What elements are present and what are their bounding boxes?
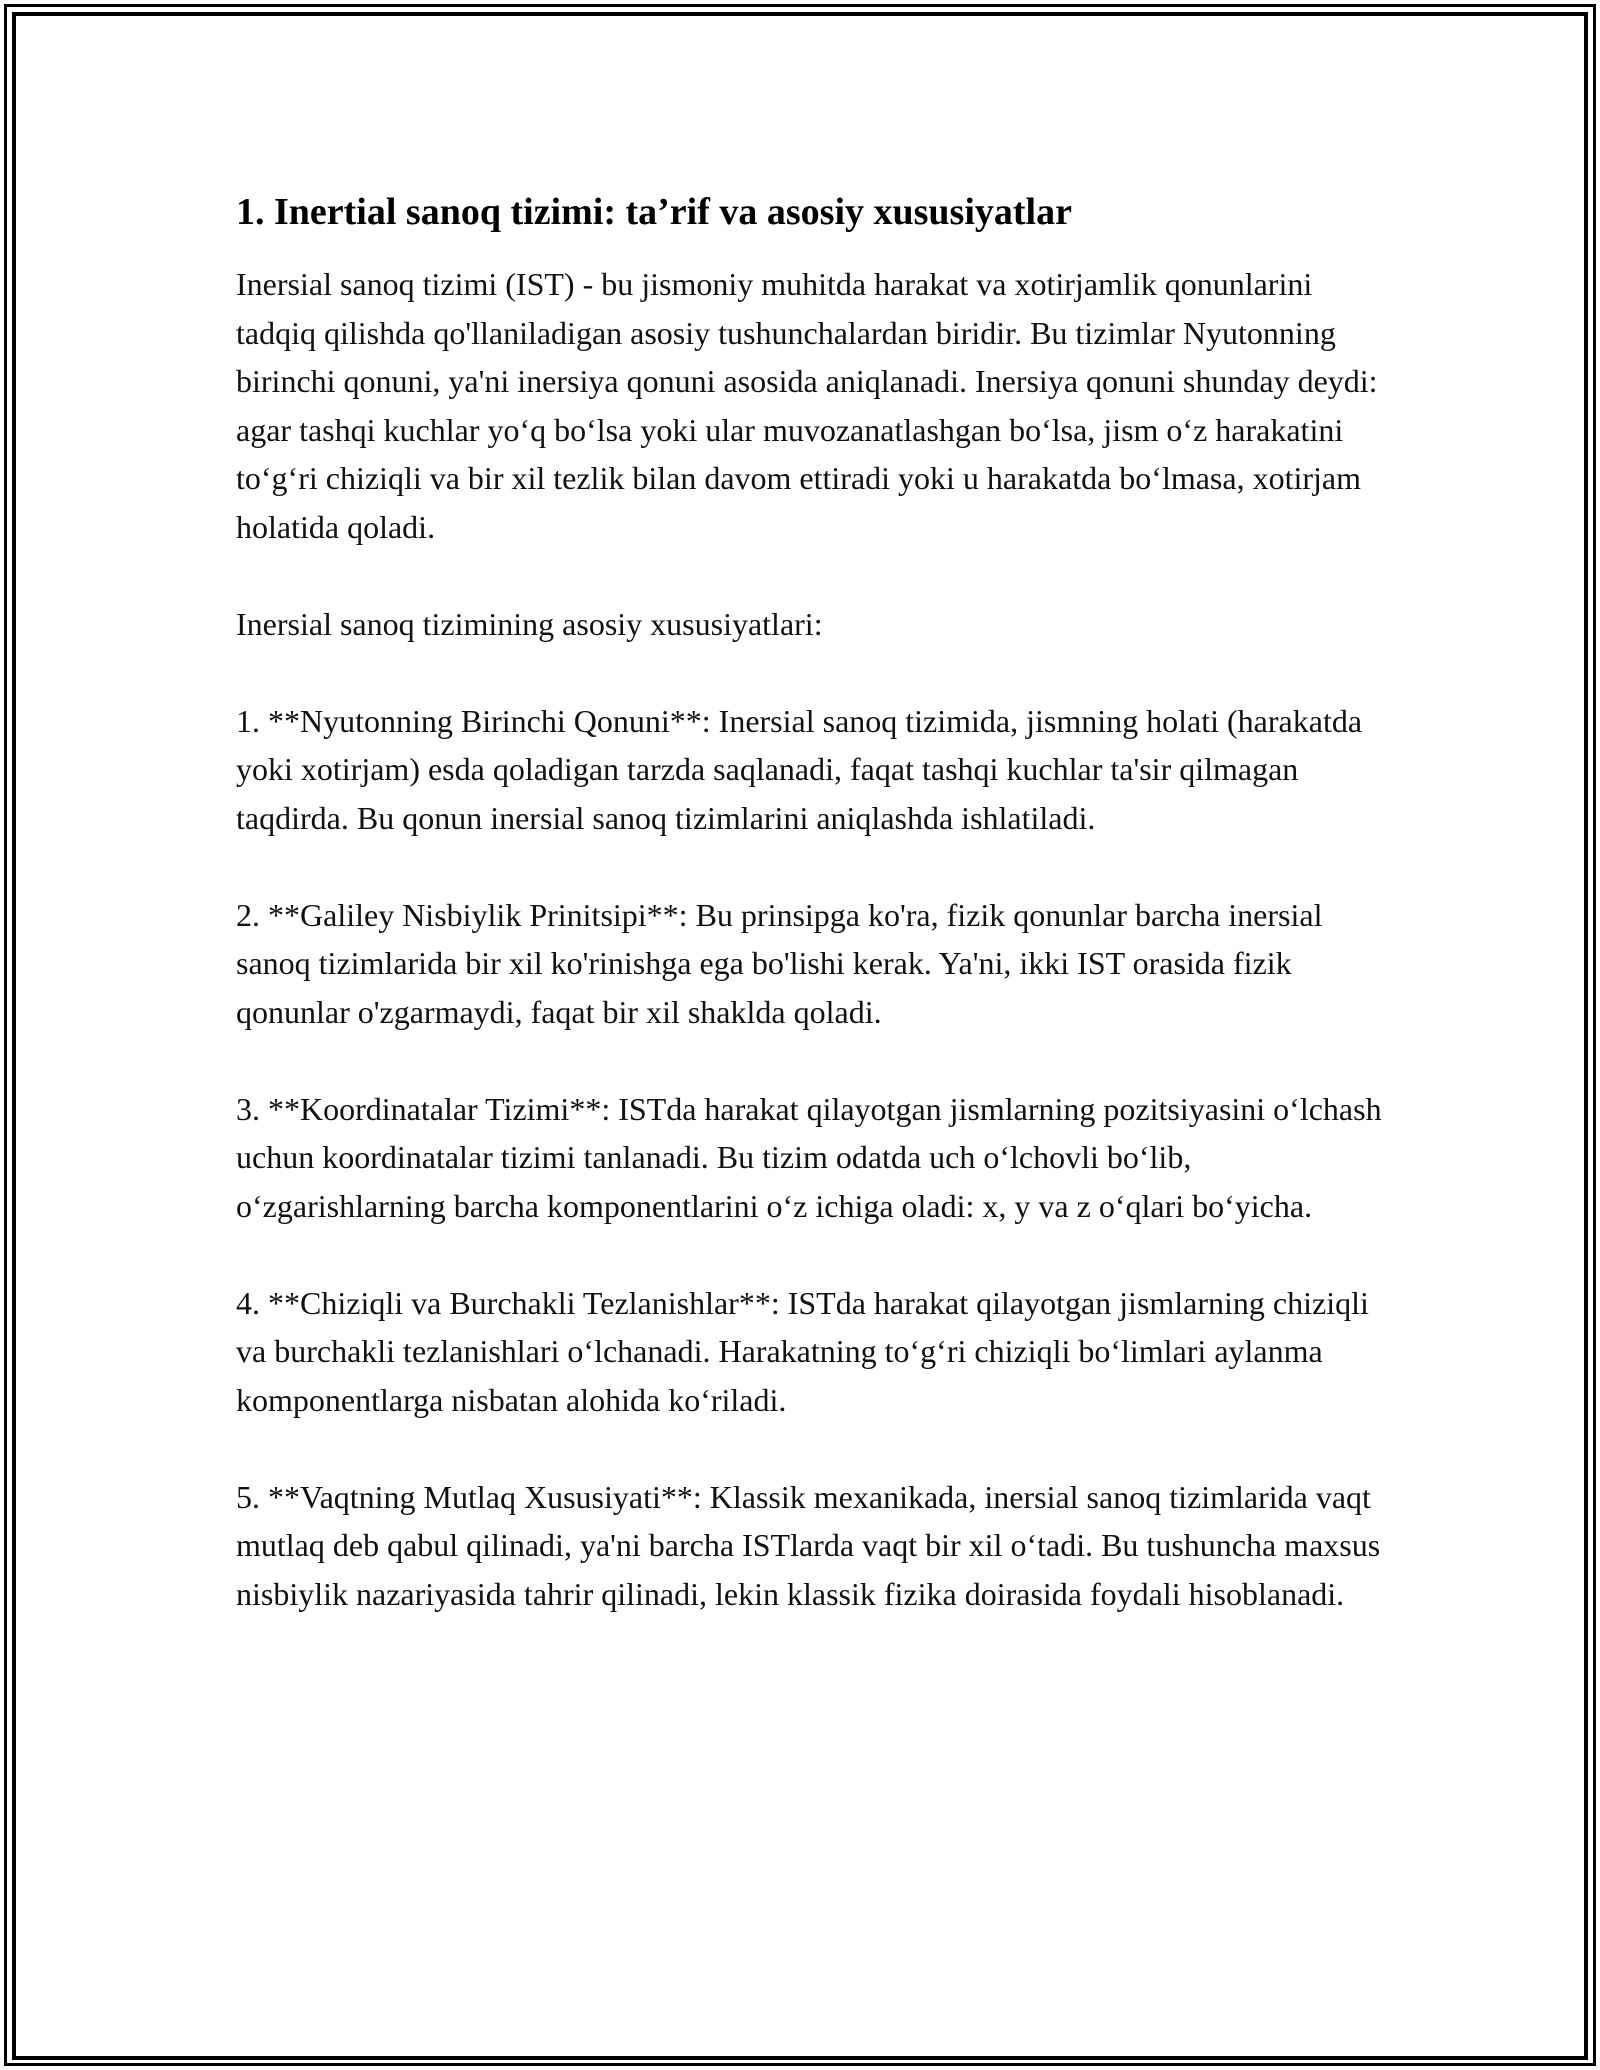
list-item-galilean-relativity: 2. **Galiley Nisbiylik Prinitsipi**: Bu prinsipga ko'ra, fizik qonunlar barcha inersial sanoq tizimlarida bir xil ko'rinishga ega bo'lishi kerak. Ya'ni, ikki IST orasida fizik qonunlar o'zgarmaydi, faqat bir xil shaklda qoladi. [236, 896, 1323, 1030]
list-item-absolute-time: 5. **Vaqtning Mutlaq Xususiyati**: Klassik mexanikada, inersial sanoq tizimlarida vaqt mutlaq deb qabul qilinadi, ya'ni barcha ISTlarda vaqt bir xil o‘tadi. Bu tushuncha maxsus nisbiylik nazariyasida tahrir qilinadi, lekin klassik fizika doirasida foydali hisoblanadi. [236, 1478, 1381, 1612]
section-title: 1. Inertial sanoq tizimi: ta’rif va asosiy xususiyatlar [236, 191, 1072, 233]
intro-paragraph: Inersial sanoq tizimi (IST) - bu jismoniy muhitda harakat va xotirjamlik qonunlarini tadqiq qilishda qo'llaniladigan asosiy tushunchalardan biridir. Bu tizimlar Nyutonning birinchi qonuni, ya'ni inersiya qonuni asosida aniqlanadi. Inersiya qonuni shunday deydi: agar tashqi kuchlar yo‘q bo‘lsa yoki ular muvozanatlashgan bo‘lsa, jism o‘z harakatini to‘g‘ri chiziqli va bir xil tezlik bilan davom ettiradi yoki u harakatda bo‘lmasa, xotirjam holatida qoladi. [236, 266, 1378, 545]
document-body [236, 186, 1386, 1618]
list-item-accelerations: 4. **Chiziqli va Burchakli Tezlanishlar**: ISTda harakat qilayotgan jismlarning chiziqli va burchakli tezlanishlari o‘lchanadi. Harakatning to‘g‘ri chiziqli bo‘limlari aylanma komponentlarga nisbatan alohida ko‘riladi. [236, 1284, 1369, 1418]
list-item-coordinate-system: 3. **Koordinatalar Tizimi**: ISTda harakat qilayotgan jismlarning pozitsiyasini o‘lchash uchun koordinatalar tizimi tanlanadi. Bu tizim odatda uch o‘lchovli bo‘lib, o‘zgarishlarning barcha komponentlarini o‘z ichiga oladi: x, y va z o‘qlari bo‘yicha. [236, 1090, 1382, 1224]
list-heading: Inersial sanoq tizimining asosiy xususiyatlari: [236, 605, 823, 642]
list-item-newton-first-law: 1. **Nyutonning Birinchi Qonuni**: Inersial sanoq tizimida, jismning holati (harakatda yoki xotirjam) esda qoladigan tarzda saqlanadi, faqat tashqi kuchlar ta'sir qilmagan taqdirda. Bu qonun inersial sanoq tizimlarini aniqlashda ishlatiladi. [236, 702, 1363, 836]
